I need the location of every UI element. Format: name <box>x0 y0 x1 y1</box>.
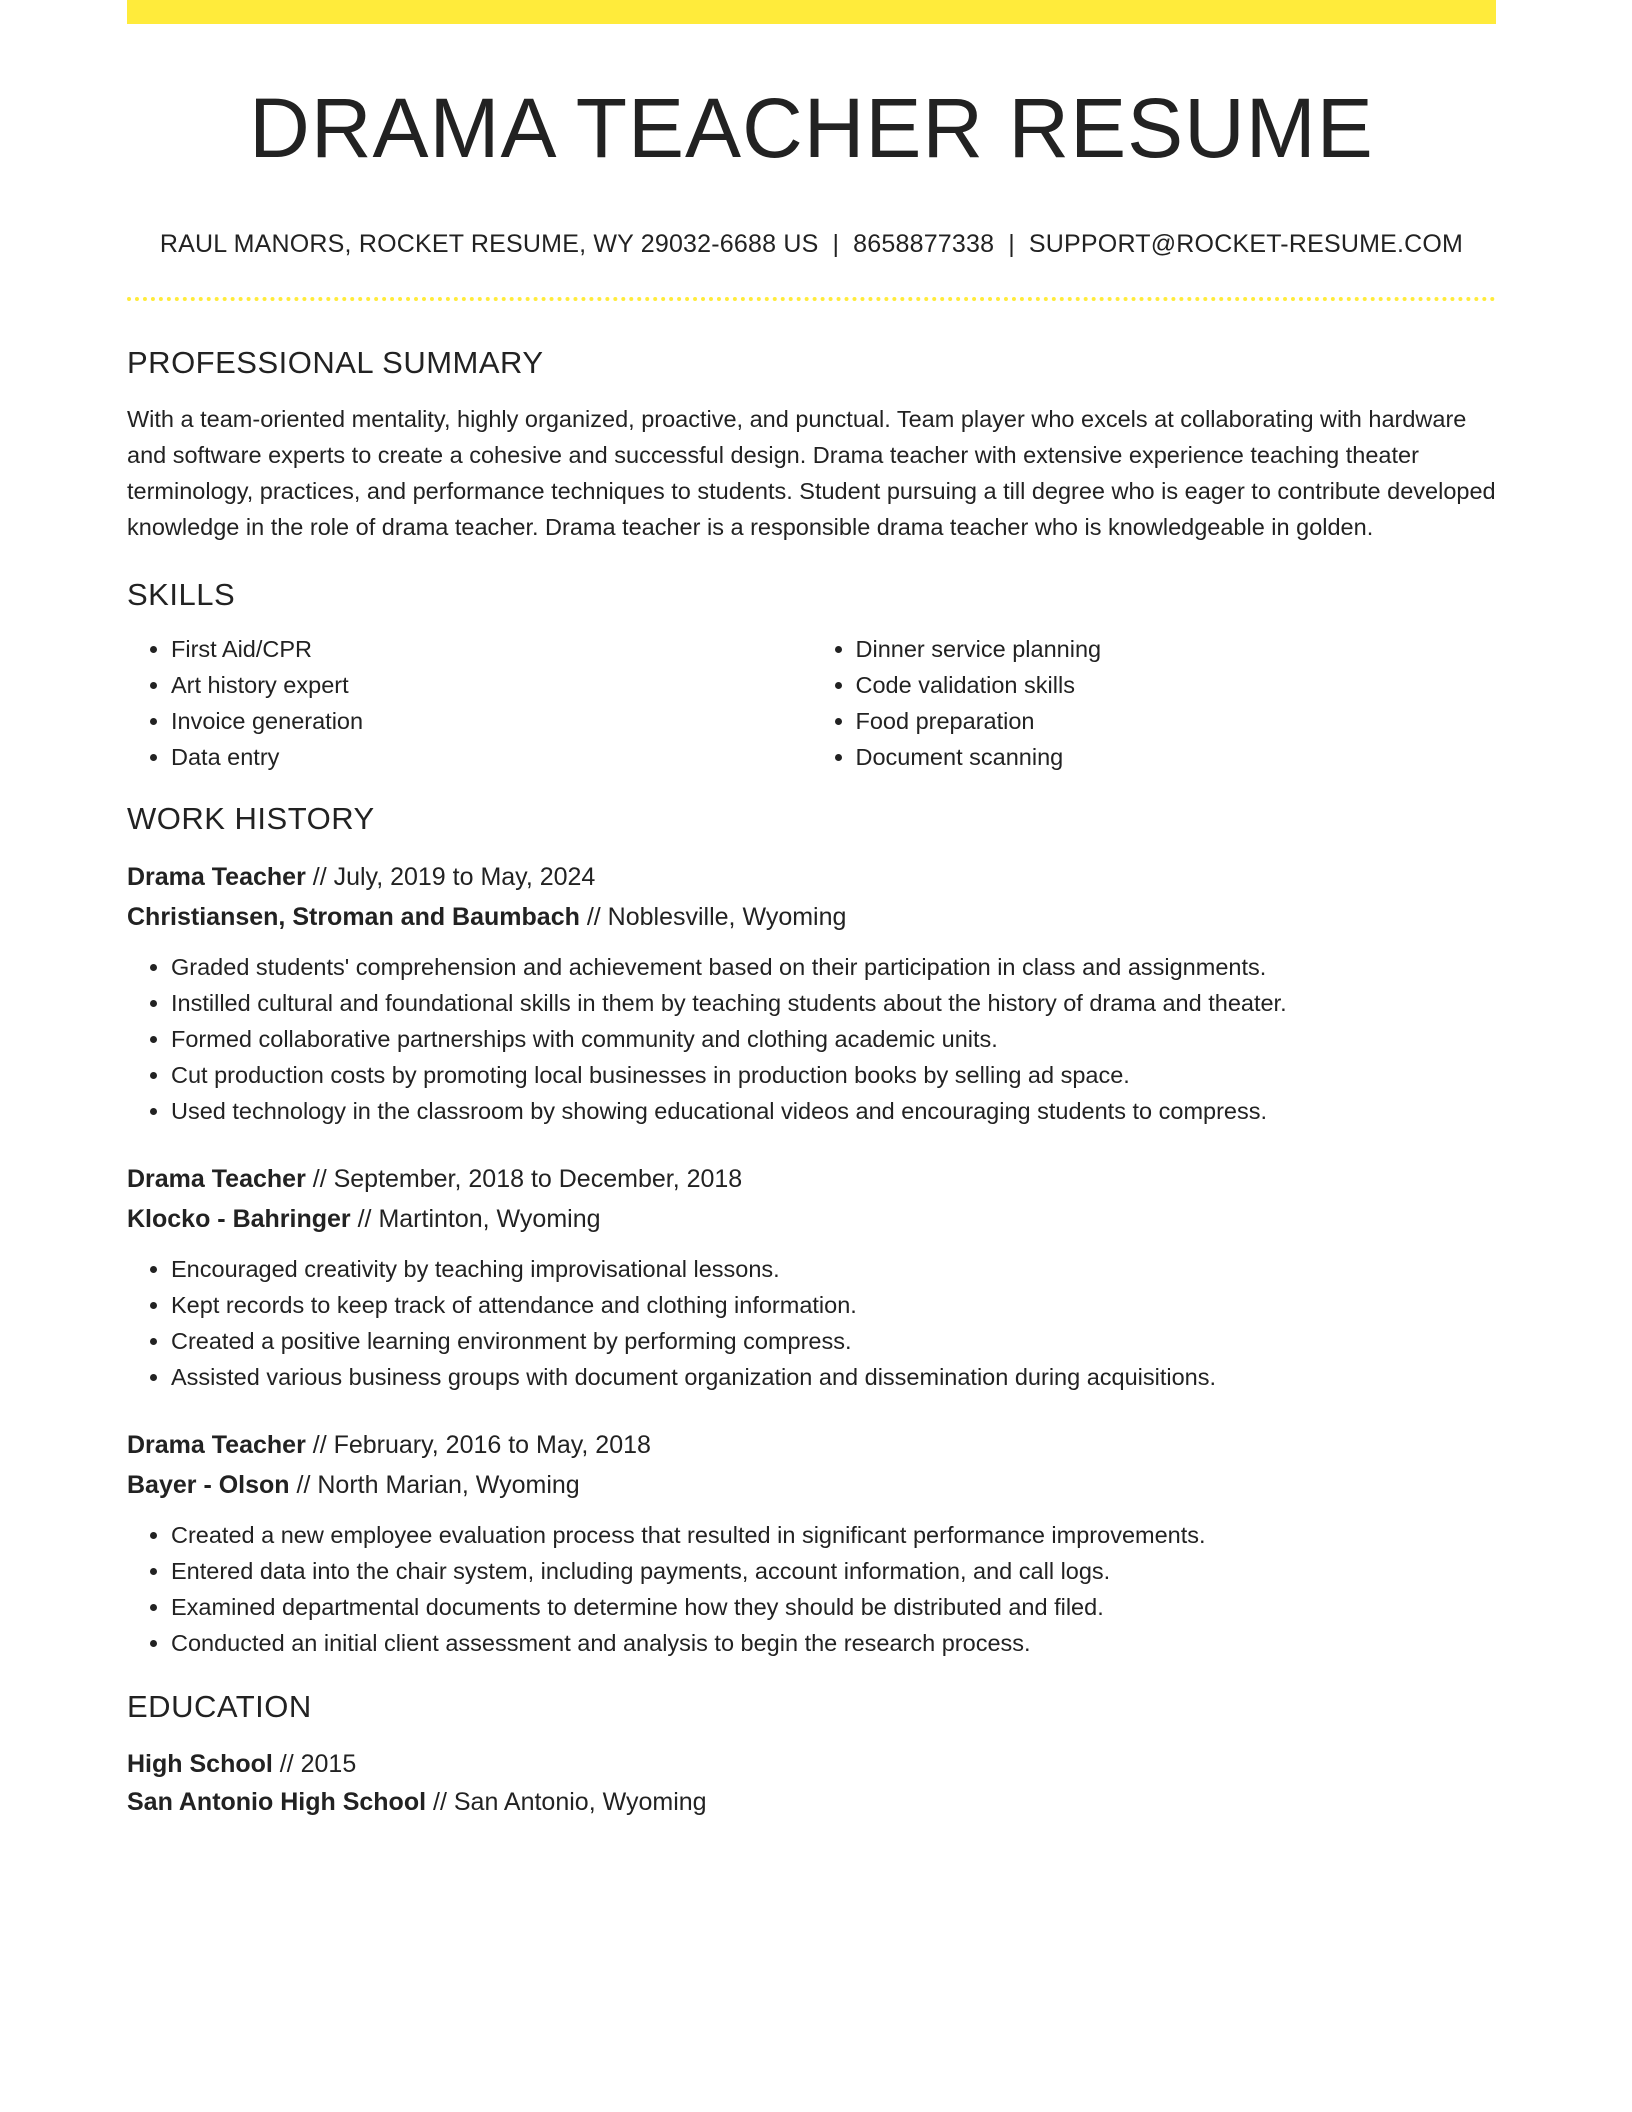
job-title: Drama Teacher <box>127 1431 306 1460</box>
summary-heading: PROFESSIONAL SUMMARY <box>127 345 544 381</box>
education-degree: High School <box>127 1750 273 1779</box>
job-bullet: • Conducted an initial client assessment and analysis to begin the research process. <box>171 1625 1496 1661</box>
job-company: Klocko - Bahringer <box>127 1205 351 1234</box>
skill-item: • Art history expert <box>171 667 812 703</box>
education-school: San Antonio High School <box>127 1788 427 1817</box>
separator: // <box>579 903 608 932</box>
job-company: Bayer - Olson <box>127 1471 290 1500</box>
education-year: 2015 <box>300 1750 357 1779</box>
job-dates: February, 2016 to May, 2018 <box>333 1431 651 1460</box>
skill-item: • Code validation skills <box>856 667 1497 703</box>
job-bullet: • Examined departmental documents to determine how they should be distributed and filed. <box>171 1589 1496 1625</box>
separator: // <box>350 1205 379 1234</box>
education-school-line <box>127 1783 1496 1821</box>
job-bullet: • Created a positive learning environment by performing compress. <box>171 1323 1496 1359</box>
skill-item: • Document scanning <box>856 739 1497 775</box>
contact-address: RAUL MANORS, ROCKET RESUME, WY 29032-6688 US <box>159 230 819 259</box>
education-location: San Antonio, Wyoming <box>453 1788 707 1817</box>
job-bullets <box>127 1517 1496 1661</box>
resume-page <box>127 0 1496 1821</box>
separator: // <box>272 1750 301 1779</box>
job-entry <box>127 1159 1496 1395</box>
job-bullet: • Kept records to keep track of attendance and clothing information. <box>171 1287 1496 1323</box>
job-location: Martinton, Wyoming <box>378 1205 601 1234</box>
skill-item: • Food preparation <box>856 703 1497 739</box>
skills-column-left <box>127 631 812 775</box>
skill-item: • Data entry <box>171 739 812 775</box>
job-dates: July, 2019 to May, 2024 <box>333 863 596 892</box>
job-title-line <box>127 1159 1496 1199</box>
skill-item: • Invoice generation <box>171 703 812 739</box>
skills-list <box>127 631 1496 775</box>
education-heading: EDUCATION <box>127 1689 312 1725</box>
job-title-line <box>127 1425 1496 1465</box>
job-dates: September, 2018 to December, 2018 <box>333 1165 743 1194</box>
job-bullets <box>127 1251 1496 1395</box>
contact-phone: 8658877338 <box>853 230 995 259</box>
education-degree-line <box>127 1745 1496 1783</box>
job-title: Drama Teacher <box>127 1165 306 1194</box>
job-bullet: • Instilled cultural and foundational skills in them by teaching students about the history of drama and theater. <box>171 985 1496 1021</box>
header-divider <box>127 297 1496 301</box>
separator: // <box>305 1431 334 1460</box>
job-bullet: • Encouraged creativity by teaching improvisational lessons. <box>171 1251 1496 1287</box>
top-accent-bar <box>127 0 1496 24</box>
skill-item: • Dinner service planning <box>856 631 1497 667</box>
separator: // <box>305 863 334 892</box>
summary-text: With a team-oriented mentality, highly organized, proactive, and punctual. Team player who excels at collaborating with hardware and software experts to create a cohesive and successful design. Drama teacher with extensive experience teaching theater terminology, practices, and performance techniques to students. Student pursuing a till degree who is eager to contribute developed knowledge in the role of drama teacher. Drama teacher is a responsible drama teacher who is knowledgeable in golden. <box>127 406 1496 541</box>
separator: // <box>305 1165 334 1194</box>
contact-line <box>127 230 1496 259</box>
skills-heading: SKILLS <box>127 577 236 613</box>
contact-separator: | <box>832 230 840 259</box>
job-company: Christiansen, Stroman and Baumbach <box>127 903 580 932</box>
job-bullet: • Cut production costs by promoting local businesses in production books by selling ad space. <box>171 1057 1496 1093</box>
job-company-line <box>127 1465 1496 1505</box>
job-title-line <box>127 857 1496 897</box>
job-title: Drama Teacher <box>127 863 306 892</box>
skill-item: • First Aid/CPR <box>171 631 812 667</box>
job-bullet: • Entered data into the chair system, including payments, account information, and call logs. <box>171 1553 1496 1589</box>
page-title: DRAMA TEACHER RESUME <box>249 81 1374 175</box>
job-bullet: • Formed collaborative partnerships with community and clothing academic units. <box>171 1021 1496 1057</box>
job-entry <box>127 857 1496 1129</box>
job-entry <box>127 1425 1496 1661</box>
contact-email: SUPPORT@ROCKET-RESUME.COM <box>1028 230 1464 259</box>
job-bullet: • Graded students' comprehension and achievement based on their participation in class and assignments. <box>171 949 1496 985</box>
job-company-line <box>127 897 1496 937</box>
job-bullet: • Used technology in the classroom by showing educational videos and encouraging students to compress. <box>171 1093 1496 1129</box>
separator: // <box>289 1471 318 1500</box>
job-bullet: • Assisted various business groups with document organization and dissemination during acquisitions. <box>171 1359 1496 1395</box>
work-history-heading: WORK HISTORY <box>127 801 375 837</box>
separator: // <box>426 1788 454 1817</box>
job-location: Noblesville, Wyoming <box>607 903 847 932</box>
job-company-line <box>127 1199 1496 1239</box>
job-bullet: • Created a new employee evaluation process that resulted in significant performance improvements. <box>171 1517 1496 1553</box>
contact-separator: | <box>1008 230 1015 259</box>
job-location: North Marian, Wyoming <box>317 1471 580 1500</box>
education-entry <box>127 1745 1496 1821</box>
job-bullets <box>127 949 1496 1129</box>
skills-column-right <box>812 631 1497 775</box>
